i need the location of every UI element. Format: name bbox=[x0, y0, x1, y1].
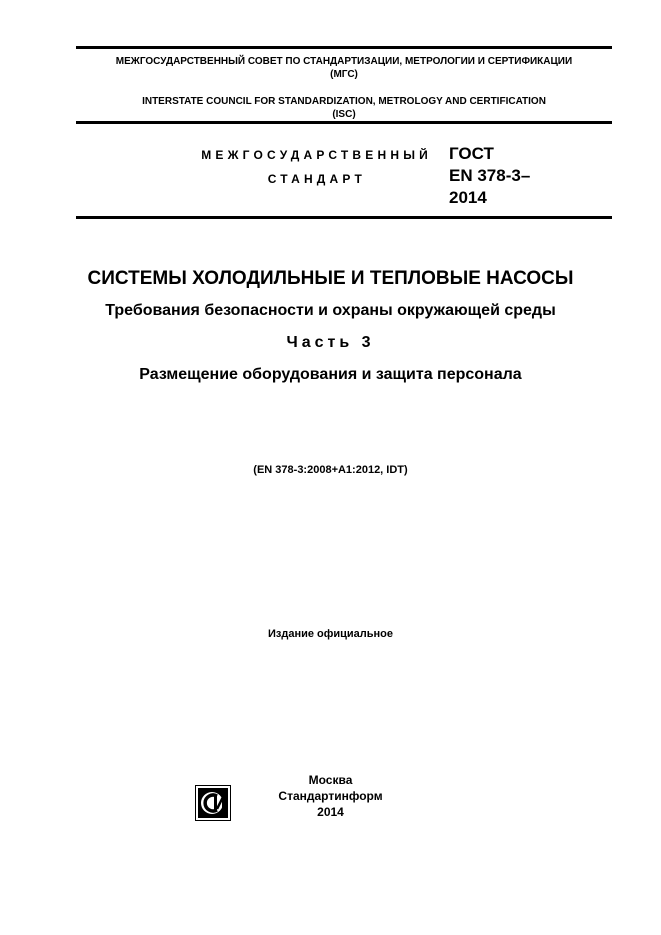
council-en-name: INTERSTATE COUNCIL FOR STANDARDIZATION, METROLOGY AND CERTIFICATION bbox=[142, 96, 546, 107]
council-ru-abbr: (МГС) bbox=[330, 69, 358, 80]
standard-code bbox=[449, 143, 530, 209]
standard-code-gost: ГОСТ bbox=[449, 144, 494, 163]
council-ru bbox=[76, 55, 612, 81]
document-part-title: Размещение оборудования и защита персонала bbox=[139, 366, 522, 383]
standard-code-year: 2014 bbox=[449, 188, 487, 207]
header-bottom-rule bbox=[76, 121, 612, 124]
international-reference: (EN 378-3:2008+A1:2012, IDT) bbox=[253, 464, 408, 476]
standard-type-line2: СТАНДАРТ bbox=[267, 172, 366, 186]
document-part: Часть 3 bbox=[286, 334, 375, 351]
council-ru-name: МЕЖГОСУДАРСТВЕННЫЙ СОВЕТ ПО СТАНДАРТИЗАЦИИ, МЕТРОЛОГИИ И СЕРТИФИКАЦИИ bbox=[115, 56, 573, 67]
standard-code-number: EN 378-3– bbox=[449, 166, 531, 185]
standard-type-line1: МЕЖГОСУДАРСТВЕННЫЙ bbox=[201, 148, 432, 162]
header-top-rule bbox=[76, 46, 612, 49]
council-en-abbr: (ISC) bbox=[332, 109, 356, 120]
publication-year: 2014 bbox=[317, 805, 344, 819]
edition-label: Издание официальное bbox=[267, 628, 394, 640]
document-subtitle: Требования безопасности и охраны окружающей среды bbox=[105, 302, 556, 319]
document-title: СИСТЕМЫ ХОЛОДИЛЬНЫЕ И ТЕПЛОВЫЕ НАСОСЫ bbox=[87, 268, 574, 289]
publisher-name: Стандартинформ bbox=[278, 789, 383, 803]
publisher-city: Москва bbox=[308, 773, 353, 787]
designation-rule bbox=[76, 216, 612, 219]
council-en bbox=[76, 95, 612, 121]
